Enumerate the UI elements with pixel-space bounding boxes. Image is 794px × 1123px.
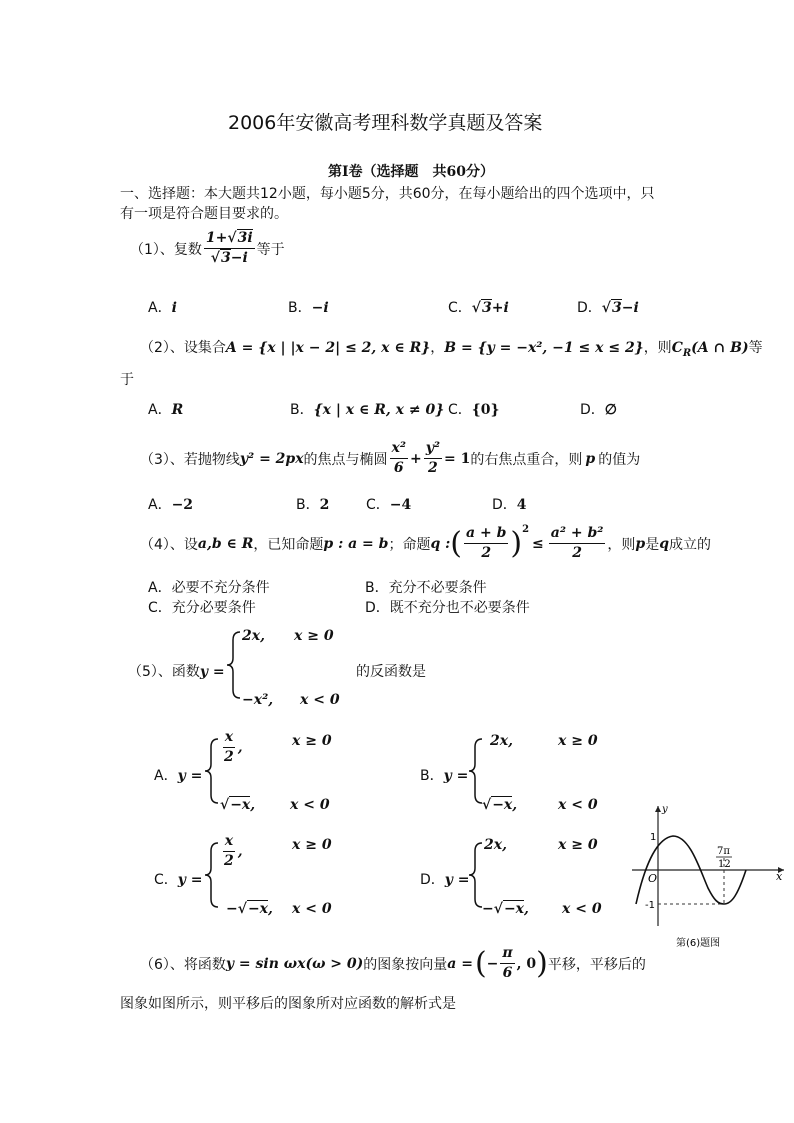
q2-option-b: B．{x | x ∈ R, x ≠ 0}: [290, 402, 445, 418]
q3-ellipse-term1: $\frac{\text{x²}}{6}$: [391, 440, 407, 476]
q3-option-d: D．4: [492, 497, 527, 513]
question-2: （2）、设集合A = {x | |x − 2| ≤ 2, x ∈ R}，B = {y = −x², −1 ≤ x ≤ 2}，则$C_R(A$ ∩ B)等: [140, 340, 763, 359]
q5-piece2: −x²,: [242, 692, 274, 708]
q6-line2: 图象如图所示，则平移后的图象所对应函数的解析式是: [120, 996, 456, 1012]
q1-den-a: 3: [220, 250, 231, 266]
q5-prefix: （5）、函数y =: [128, 664, 225, 680]
figure-x-label: x: [776, 870, 783, 883]
q5d-piece2: −√−x,: [482, 901, 529, 917]
q2-option-c: C．{0}: [448, 402, 500, 418]
q6-figure: [628, 800, 790, 952]
q5-cond1: x ≥ 0: [294, 628, 334, 644]
q1-option-d: D．√3−i: [577, 300, 639, 316]
figure-caption: 第(6)题图: [676, 938, 721, 949]
instructions-line1: 一、选择题：本大题共12小题，每小题5分，共60分，在每小题给出的四个选项中，只: [120, 186, 655, 202]
q5c-cond2: x < 0: [292, 901, 332, 917]
section-header: 第Ⅰ卷（选择题 共60分）: [328, 164, 495, 180]
q5c-piece2: −√−x,: [226, 901, 273, 917]
question-4: （4）、设 a,b ∈ R ，已知命题 p : a = b ；命题 q : ( $\frac{a + b}{2}$ ) $^2$ ≤ $\frac{\text{a² + b²}}{2}$ ，则 p 是 q 成立的: [140, 524, 711, 561]
figure-pi-den: 12: [718, 859, 731, 870]
q4-option-d: D．既不充分也不必要条件: [365, 600, 530, 616]
q5a-piece2: √−x,: [220, 797, 256, 813]
q4-rhs-fraction: $\frac{\text{a² + b²}}{2}$: [550, 525, 604, 561]
q3-option-a: A．−2: [148, 497, 194, 513]
q5-option-a: A．y =: [154, 768, 203, 784]
q6-vector-fraction: $\frac{\pi}{6}$: [502, 945, 513, 981]
q1-option-a: A．i: [148, 300, 177, 316]
q5-cond2: x < 0: [300, 692, 340, 708]
q5c-piece1: $\frac{x}{2}$: [224, 833, 234, 869]
page-title: 2006年安徽高考理科数学真题及答案: [228, 112, 543, 134]
q5-option-c: C．y =: [154, 872, 203, 888]
q5c-cond1: x ≥ 0: [292, 837, 332, 853]
instructions-line2: 有一项是符合题目要求的。: [120, 206, 288, 222]
q5d-brace: [468, 841, 484, 909]
q3-ellipse-term2: $\frac{\text{y²}}{2}$: [425, 440, 441, 476]
q5-brace: [226, 630, 242, 700]
figure-tick-1: 1: [650, 832, 657, 843]
q5-piece1: 2x,: [242, 628, 265, 644]
q5b-brace: [468, 737, 484, 805]
q1-fraction: $\frac{1+√3i}{√3-i}$: [205, 230, 253, 266]
question-1: [130, 229, 285, 268]
q5a-cond2: x < 0: [290, 797, 330, 813]
q5d-cond1: x ≥ 0: [558, 837, 598, 853]
figure-tick-m1: -1: [645, 900, 655, 911]
q2-line2: 于: [120, 372, 134, 388]
q5b-cond1: x ≥ 0: [558, 733, 598, 749]
q5a-piece1: $\frac{x}{2}$: [224, 729, 234, 765]
figure-y-label: y: [662, 804, 668, 815]
q4-option-c: C．充分必要条件: [148, 600, 256, 616]
q1-prefix: （1）、复数: [130, 241, 202, 258]
q1-den-b: −i: [230, 250, 248, 266]
q5b-piece1: 2x,: [490, 733, 513, 749]
q2-set-b: B = {y = −x², −1 ≤ x ≤ 2}: [444, 340, 644, 356]
q3-option-b: B．2: [296, 497, 330, 513]
q5b-cond2: x < 0: [558, 797, 598, 813]
q5-option-d: D．y =: [420, 872, 470, 888]
q5d-piece1: 2x,: [484, 837, 507, 853]
q3-parabola: y² = 2px: [239, 450, 304, 467]
q2-option-d: D．∅: [580, 402, 617, 418]
q5a-brace: [204, 737, 220, 805]
q5b-piece2: √−x,: [482, 797, 518, 813]
q5-suffix: 的反函数是: [356, 664, 426, 680]
question-3: （3）、若抛物线 y² = 2px 的焦点与椭圆 $\frac{\text{x²}}{6}$ + $\frac{\text{y²}}{2}$ = 1 的右焦点重合，则 p 的值为: [140, 440, 641, 476]
q1-num-b: 3i: [237, 230, 253, 246]
q4-option-b: B．充分不必要条件: [365, 580, 487, 596]
q1-num-a: 1+: [205, 230, 228, 246]
q4-lhs-fraction: $\frac{a + b}{2}$: [466, 525, 507, 561]
q4-option-a: A．必要不充分条件: [148, 580, 270, 596]
q5a-cond1: x ≥ 0: [292, 733, 332, 749]
q1-suffix: 等于: [256, 241, 285, 258]
q1-option-c: C．√3+i: [448, 300, 509, 316]
q2-option-a: A．R: [148, 402, 184, 418]
q3-option-c: C．−4: [366, 497, 412, 513]
q1-option-b: B．−i: [288, 300, 329, 316]
q5-option-b: B．y =: [420, 768, 469, 784]
figure-origin: O: [648, 872, 658, 885]
figure-pi-num: 7π: [717, 846, 730, 857]
q5d-cond2: x < 0: [562, 901, 602, 917]
question-6: （6）、将函数 y = sin ωx(ω > 0) 的图象按向量 a = ( − $\frac{\pi}{6}$ , 0 ) 平移，平移后的: [140, 945, 646, 981]
q5c-brace: [204, 841, 220, 909]
q2-set-a: A = {x | |x − 2| ≤ 2, x ∈ R}: [225, 340, 431, 356]
